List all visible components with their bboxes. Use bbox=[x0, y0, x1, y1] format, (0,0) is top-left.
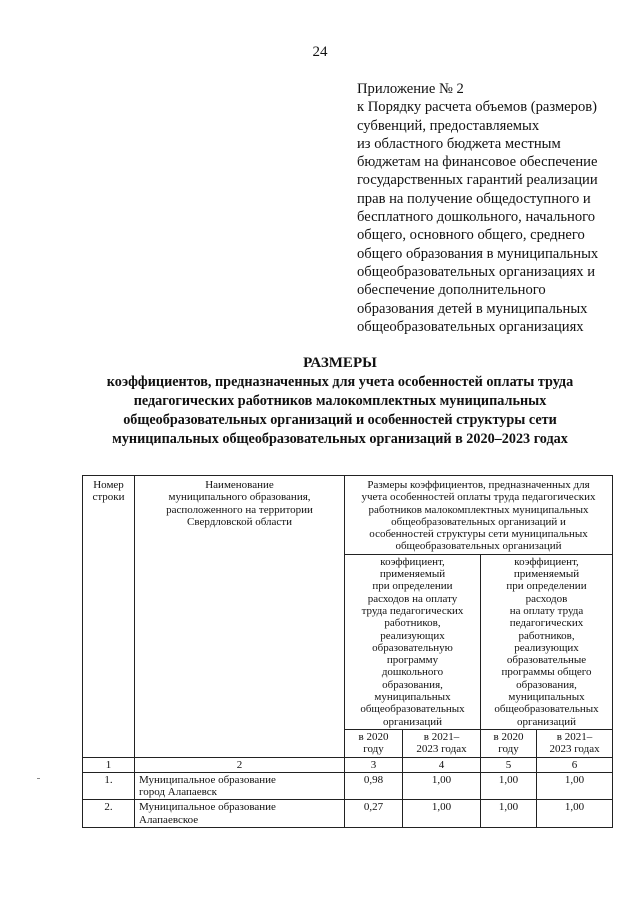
row-number: 1. bbox=[83, 772, 135, 800]
coef-value: 1,00 bbox=[403, 800, 481, 828]
municipality-name: Муниципальное образование город Алапаевск bbox=[135, 772, 345, 800]
appendix-line: Приложение № 2 bbox=[357, 81, 464, 97]
coef-value: 1,00 bbox=[481, 772, 537, 800]
appendix-line: общего образования в муниципальных bbox=[357, 245, 599, 262]
document-heading bbox=[60, 354, 620, 449]
appendix-line: прав на получение общедоступного и bbox=[357, 190, 591, 207]
column-number: 4 bbox=[403, 757, 481, 772]
margin-mark bbox=[37, 778, 40, 779]
column-number: 6 bbox=[537, 757, 613, 772]
appendix-line: бесплатного дошкольного, начального bbox=[357, 209, 596, 226]
appendix-line: бюджетам на финансовое обеспечение bbox=[357, 154, 598, 171]
header-year-2020: в 2020 году bbox=[481, 729, 537, 757]
appendix-line: из областного бюджета местным bbox=[357, 135, 561, 152]
header-year-2021-2023: в 2021– 2023 годах bbox=[403, 729, 481, 757]
coef-value: 0,27 bbox=[345, 800, 403, 828]
header-municipality: Наименование муниципального образования, расположенного на территории Свердловской области bbox=[135, 476, 345, 758]
column-number: 1 bbox=[83, 757, 135, 772]
header-year-2020: в 2020 году bbox=[345, 729, 403, 757]
appendix-line: общего, основного общего, среднего bbox=[357, 227, 585, 244]
appendix-line: образования детей в муниципальных bbox=[357, 300, 588, 317]
appendix-line: общеобразовательных организациях и bbox=[357, 263, 596, 280]
appendix-note bbox=[357, 80, 627, 336]
document-subtitle-line: общеобразовательных организаций и особенностей структуры сети bbox=[123, 412, 557, 428]
appendix-line: государственных гарантий реализации bbox=[357, 172, 598, 189]
row-number: 2. bbox=[83, 800, 135, 828]
municipality-name: Муниципальное образование Алапаевское bbox=[135, 800, 345, 828]
header-row-number: Номер строки bbox=[83, 476, 135, 758]
page-number: 24 bbox=[312, 44, 328, 60]
column-number: 5 bbox=[481, 757, 537, 772]
document-subtitle-line: коэффициентов, предназначенных для учета особенностей оплаты труда bbox=[106, 374, 574, 390]
coef-value: 1,00 bbox=[537, 772, 613, 800]
header-coefficient-sizes: Размеры коэффициентов, предназначенных для учета особенностей оплаты труда педагогических работников малокомплектных муниципальных общеобразовательных организаций и особенностей структуры сети муниципальных общеобразовательных организаций bbox=[345, 476, 613, 555]
coefficients-table bbox=[82, 475, 613, 828]
document-subtitle-line: педагогических работников малокомплектных муниципальных bbox=[133, 393, 547, 409]
column-number-row bbox=[83, 757, 613, 772]
table-header-row bbox=[83, 476, 613, 555]
coef-value: 1,00 bbox=[537, 800, 613, 828]
table-row bbox=[83, 800, 613, 828]
header-coef-general: коэффициент, применяемый при определении расходов на оплату труда педагогических работников, реализующих образовательные программы общего образования, муниципальных общеобразовательных организаций bbox=[481, 554, 613, 729]
coef-value: 1,00 bbox=[481, 800, 537, 828]
appendix-line: общеобразовательных организациях bbox=[357, 318, 584, 335]
coef-value: 0,98 bbox=[345, 772, 403, 800]
coef-value: 1,00 bbox=[403, 772, 481, 800]
appendix-line: обеспечение дополнительного bbox=[357, 282, 546, 299]
appendix-line: к Порядку расчета объемов (размеров) bbox=[357, 99, 597, 116]
document-subtitle-line: муниципальных общеобразовательных организаций в 2020–2023 годах bbox=[112, 431, 568, 447]
header-year-2021-2023: в 2021– 2023 годах bbox=[537, 729, 613, 757]
table-row bbox=[83, 772, 613, 800]
appendix-line: субвенций, предоставляемых bbox=[357, 117, 540, 134]
document-title: РАЗМЕРЫ bbox=[303, 355, 377, 371]
column-number: 2 bbox=[135, 757, 345, 772]
column-number: 3 bbox=[345, 757, 403, 772]
header-coef-preschool: коэффициент, применяемый при определении расходов на оплату труда педагогических работников, реализующих образовательную программу дошкольного образования, муниципальных общеобразовательных организаций bbox=[345, 554, 481, 729]
